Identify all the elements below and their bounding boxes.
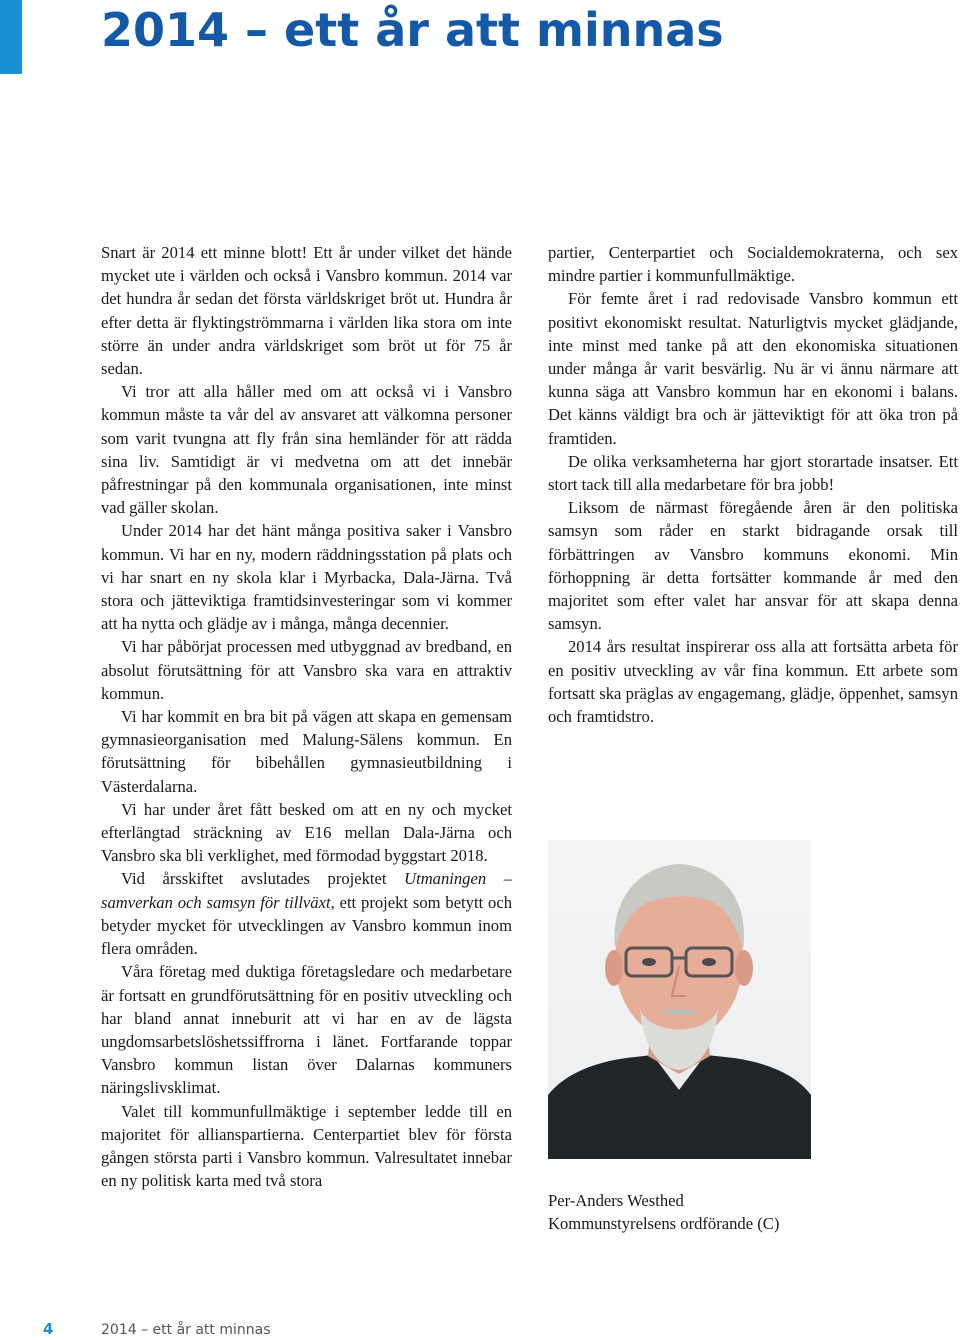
accent-bar: [0, 0, 22, 74]
paragraph: Snart är 2014 ett minne blott! Ett år under vilket det hände mycket ute i världen och också i Vansbro kommun. 2014 var det hundra år sedan det första världskriget bröt ut. Hundra år efter detta är flyktingströmmarna i världen lika stora om inte större än under andra världskriget som bröt ut för 75 år sedan.: [101, 243, 512, 379]
page-title: 2014 – ett år att minnas: [101, 3, 724, 57]
paragraph-text: Vid årsskiftet avslutades projektet: [121, 869, 405, 889]
caption-role: Kommunstyrelsens ordförande (C): [548, 1214, 780, 1234]
footer-title: 2014 – ett år att minnas: [101, 1322, 271, 1338]
portrait-illustration: [548, 840, 811, 1159]
paragraph: Liksom de närmast föregående åren är den politiska samsyn som råder en starkt bidragande orsak till förbättringen av Vansbro kommuns ekonomi. Min förhoppning är detta fortsätter kommande år med den majoritet som efter valet har ansvar för att skapa denna samsyn.: [548, 498, 958, 634]
page-number: 4: [43, 1320, 54, 1338]
paragraph-text: , ett projekt som betytt och betyder mycket för utvecklingen av Vansbro kommun inom flera områden.: [101, 892, 512, 959]
paragraph: Vi har påbörjat processen med utbyggnad av bredband, en absolut förutsättning för att Vansbro ska vara en attraktiv kommun.: [101, 637, 512, 703]
paragraph: [101, 867, 512, 960]
paragraph: Vi tror att alla håller med om att också vi i Vansbro kommun måste ta vår del av ansvaret att välkomna personer som varit tvungna att fly från sina hemländer för att rädda sina liv. Samtidigt är vi medvetna om att det innebär påfrestningar på den kommunala organisationen, inte minst vad gäller skolan.: [101, 382, 512, 518]
paragraph: partier, Centerpartiet och Socialdemokraterna, och sex mindre partier i kommunfullmäktige.: [548, 243, 958, 286]
paragraph: Vi har kommit en bra bit på vägen att skapa en gemensam gymnasieorganisation med Malung-Sälens kommun. En förutsättning för bibehållen gymnasieutbildning i Västerdalarna.: [101, 707, 512, 796]
article-column-right: [548, 241, 958, 728]
paragraph: Valet till kommunfullmäktige i september ledde till en majoritet för allianspartierna. Centerpartiet blev för första gången största parti i Vansbro kommun. Valresultatet innebar en ny politisk karta med två stora: [101, 1101, 512, 1191]
project-name: Utmaningen – samverkan och samsyn för tillväxt: [101, 869, 512, 912]
paragraph: De olika verksamheterna har gjort storartade insatser. Ett stort tack till alla medarbetare för bra jobb!: [548, 451, 958, 495]
paragraph: För femte året i rad redovisade Vansbro kommun ett positivt ekonomiskt resultat. Naturligtvis mycket glädjande, inte minst med tanke på att den ekonomiska situationen under många år varit besvärlig. Nu är vi ännu närmare att kunna säga att Vansbro kommun har en ekonomi i balans. Det känns väldigt bra och är jätteviktigt för att öka tron på framtiden.: [548, 289, 958, 448]
paragraph: Vi har under året fått besked om att en ny och mycket efterlängtad sträckning av E16 mellan Dala-Järna och Vansbro ska bli verklighet, med förmodad byggstart 2018.: [101, 799, 512, 866]
paragraph: Våra företag med duktiga företagsledare och medarbetare är fortsatt en grundförutsättning för en positiv utveckling och har bland annat inneburit att vi har en av de lägsta ungdomsarbetslöshetssiffrorna i länet. Fortfarande toppar Vansbro kommun listan över Dalarnas kommuners näringslivsklimat.: [101, 962, 512, 1098]
caption-name: Per-Anders Westhed: [548, 1191, 684, 1210]
article-column-left: [101, 241, 512, 1192]
portrait-photo: [548, 840, 811, 1159]
paragraph: Under 2014 har det hänt många positiva saker i Vansbro kommun. Vi har en ny, modern räddningsstation på plats och vi har snart en ny skola klar i Myrbacka, Dala-Järna. Två stora och jätteviktiga framtidsinvesteringar som vi kommer att ha nytta och glädje av i många, många decennier.: [101, 521, 512, 634]
photo-caption: [548, 1189, 779, 1236]
paragraph: 2014 års resultat inspirerar oss alla att fortsätta arbeta för en positiv utveckling av vår fina kommun. Ett arbete som fortsatt ska präglas av engagemang, glädje, öppenhet, samsyn och framtidstro.: [548, 637, 958, 727]
page-footer: [43, 1320, 271, 1338]
